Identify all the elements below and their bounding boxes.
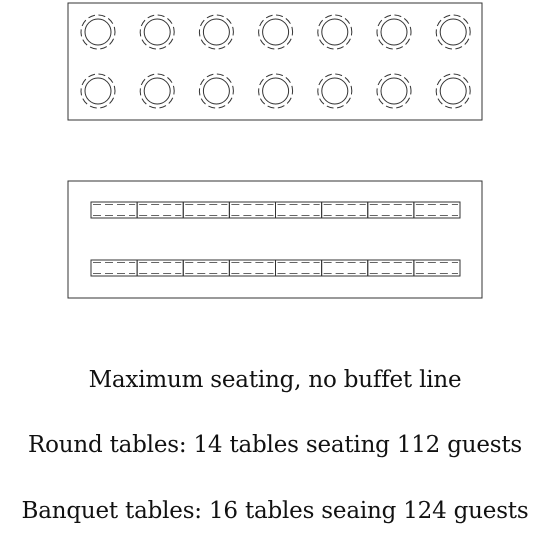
round-table-top (263, 78, 289, 104)
round-table-chairs (315, 12, 355, 52)
round-table (315, 12, 355, 52)
round-table (315, 71, 355, 111)
round-table (137, 12, 177, 52)
round-table-chairs (196, 71, 236, 111)
round-table (374, 71, 414, 111)
round-table-top (381, 19, 407, 45)
banquet-table (137, 260, 183, 276)
round-table-chairs (374, 71, 414, 111)
round-table (433, 12, 473, 52)
round-table-top (381, 78, 407, 104)
round-table-chairs (137, 71, 177, 111)
layout-title: Maximum seating, no buffet line (88, 367, 462, 393)
round-table-chairs (374, 12, 414, 52)
round-table (374, 12, 414, 52)
round-table-top (263, 19, 289, 45)
banquet-table (368, 260, 414, 276)
banquet-table (414, 260, 460, 276)
round-table (78, 12, 118, 52)
round-table-top (85, 19, 111, 45)
round-table-top (144, 19, 170, 45)
round-table-chairs (315, 71, 355, 111)
banquet-table (414, 202, 460, 218)
round-table-top (203, 78, 229, 104)
round-table (433, 71, 473, 111)
round-table-chairs (255, 71, 295, 111)
round-table-chairs (433, 71, 473, 111)
banquet-table (229, 260, 275, 276)
round-table (196, 71, 236, 111)
round-table-chairs (137, 12, 177, 52)
round-table-top (322, 19, 348, 45)
round-tables-room (68, 3, 482, 120)
round-table-top (322, 78, 348, 104)
round-table (255, 71, 295, 111)
round-tables-group (78, 12, 474, 111)
banquet-table (276, 260, 322, 276)
banquet-table (183, 202, 229, 218)
round-table-top (85, 78, 111, 104)
banquet-table (229, 202, 275, 218)
round-table-chairs (255, 12, 295, 52)
round-table-chairs (78, 71, 118, 111)
round-table (78, 71, 118, 111)
banquet-tables-summary: Banquet tables: 16 tables seaing 124 guests (21, 498, 529, 524)
round-table (196, 12, 236, 52)
banquet-table (91, 202, 137, 218)
round-table-top (440, 78, 466, 104)
banquet-table (368, 202, 414, 218)
banquet-table (183, 260, 229, 276)
banquet-table (137, 202, 183, 218)
round-table-top (203, 19, 229, 45)
banquet-table (322, 260, 368, 276)
round-table-chairs (78, 12, 118, 52)
banquet-table (276, 202, 322, 218)
banquet-table (91, 260, 137, 276)
round-tables-summary: Round tables: 14 tables seating 112 guests (27, 432, 523, 458)
round-table-top (440, 19, 466, 45)
banquet-tables-room (68, 181, 482, 298)
round-table-top (144, 78, 170, 104)
round-table (255, 12, 295, 52)
banquet-table (322, 202, 368, 218)
round-table-chairs (433, 12, 473, 52)
round-table (137, 71, 177, 111)
round-table-chairs (196, 12, 236, 52)
banquet-tables-group (91, 202, 460, 276)
